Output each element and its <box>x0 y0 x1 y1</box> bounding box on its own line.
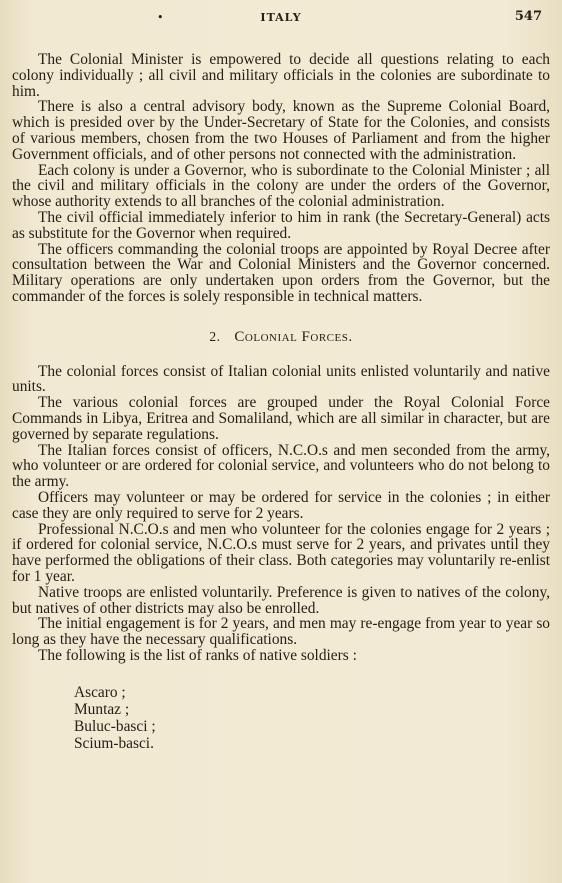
paragraph: The following is the list of ranks of native soldiers : <box>38 646 357 664</box>
paragraph: The Colonial Minister is empowered to decide all questions relating to each colony individually ; all civil and military officials in the colonies are subordinate to him. <box>12 51 550 100</box>
paragraph: The various colonial forces are grouped under the Royal Colonial Force Commands in Libya, Eritrea and Somaliland, which are all similar in character, but are governed by separate regulations. <box>12 394 550 443</box>
paragraph: The civil official immediately inferior to him in rank (the Secretary-General) acts as substitute for the Governor when required. <box>12 208 550 242</box>
paragraph: There is also a central advisory body, known as the Supreme Colonial Board, which is presided over by the Under-Secretary of State for the Colonies, and consists of various members, chosen from the two Houses of Parliament and from the higher Government officials, and of other persons not connected with the administration. <box>12 98 550 163</box>
section-heading <box>12 329 550 346</box>
paragraph: Native troops are enlisted voluntarily. Preference is given to natives of the colony, but natives of other districts may also be enrolled. <box>12 583 550 617</box>
paragraph: The colonial forces consist of Italian colonial units enlisted voluntarily and native units. <box>12 362 550 396</box>
paragraph: The initial engagement is for 2 years, and men may re-engage from year to year so long as they have the necessary qualifications. <box>12 615 550 649</box>
paragraph: The officers commanding the colonial troops are appointed by Royal Decree after consultation between the War and Colonial Ministers and the Governor concerned. Military operations are only undertaken upon orders from the Governor, but the commander of the forces is solely responsible in technical matters. <box>12 240 550 305</box>
page-number: 547 <box>514 9 542 24</box>
paragraph: Officers may volunteer or may be ordered for service in the colonies ; in either case they are only required to serve for 2 years. <box>12 488 550 522</box>
section-title: Colonial Forces. <box>234 328 353 345</box>
page-header <box>12 8 550 30</box>
paragraph: Each colony is under a Governor, who is subordinate to the Colonial Minister ; all the civil and military officials in the colony are under the orders of the Governor, whose authority extends to all branches of the colonial administration. <box>12 161 550 211</box>
rank-item: Ascaro ; <box>74 683 126 701</box>
rank-item: Muntaz ; <box>74 700 130 718</box>
paragraph: The Italian forces consist of officers, N.C.O.s and men seconded from the army, who volunteer or are ordered for colonial service, and volunteers who do not belong to the army. <box>12 441 550 491</box>
header-dot: • <box>157 11 164 24</box>
ranks-list <box>74 684 550 752</box>
body-text <box>12 52 550 752</box>
paragraph: Professional N.C.O.s and men who volunteer for the colonies engage for 2 years ; if ordered for colonial service, N.C.O.s must serve for 2 years, and privates until they have performed the obligations of their class. Both categories may voluntarily re-enlist for 1 year. <box>12 520 550 585</box>
running-title: ITALY <box>260 11 302 24</box>
rank-item: Scium-basci. <box>74 734 154 752</box>
rank-item: Buluc-basci ; <box>74 717 156 735</box>
section-number: 2. <box>209 328 221 344</box>
